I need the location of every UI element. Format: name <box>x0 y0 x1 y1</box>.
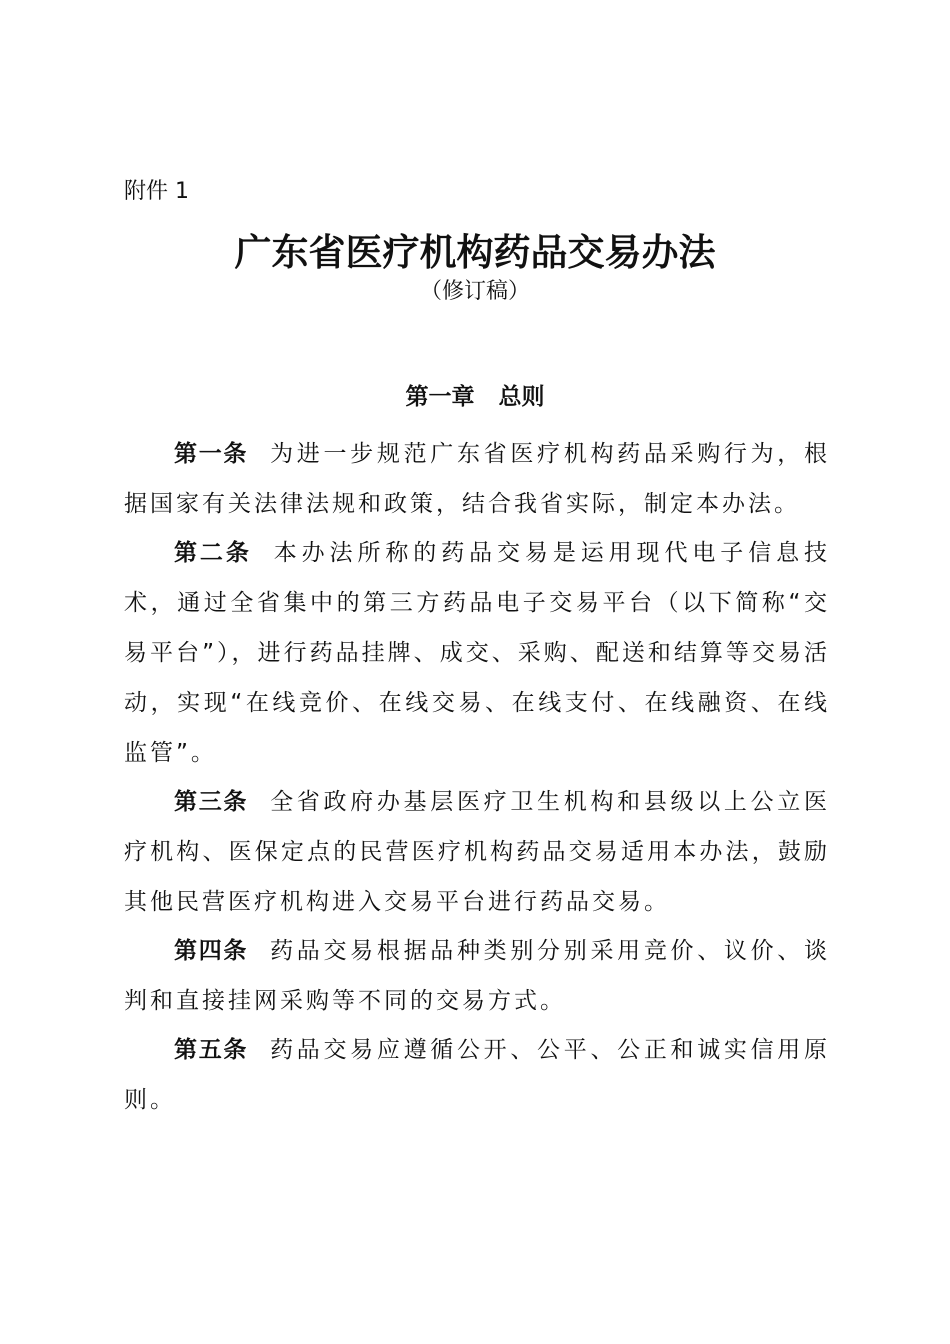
article-number: 第五条 <box>174 1037 249 1063</box>
article-3 <box>124 777 830 927</box>
article-number: 第二条 <box>174 540 252 566</box>
article-number: 第三条 <box>174 789 249 815</box>
article-text: 为进一步规范广东省医疗机构药品采购行为，根据国家有关法律法规和政策，结合我省实际，制定本办法。 <box>124 441 831 517</box>
article-text: 本办法所称的药品交易是运用现代电子信息技术，通过全省集中的第三方药品电子交易平台（以下简称“交易平台”），进行药品挂牌、成交、采购、配送和结算等交易活动，实现“在线竞价、在线交易、在线支付、在线融资、在线监管”。 <box>124 540 831 766</box>
article-number: 第四条 <box>174 938 249 964</box>
document-subtitle: （修订稿） <box>419 279 530 304</box>
article-number: 第一条 <box>174 441 249 467</box>
article-5 <box>124 1025 830 1125</box>
attachment-label: 附件 1 <box>124 179 189 204</box>
chapter-name: 总则 <box>498 384 545 410</box>
article-text: 药品交易根据品种类别分别采用竞价、议价、谈判和直接挂网采购等不同的交易方式。 <box>124 938 831 1014</box>
document-title: 广东省医疗机构药品交易办法 <box>234 230 716 274</box>
chapter-number: 第一章 <box>405 384 475 410</box>
article-text: 全省政府办基层医疗卫生机构和县级以上公立医疗机构、医保定点的民营医疗机构药品交易适用本办法，鼓励其他民营医疗机构进入交易平台进行药品交易。 <box>124 789 831 915</box>
article-4 <box>124 926 830 1026</box>
chapter-heading <box>0 380 950 414</box>
article-text: 药品交易应遵循公开、公平、公正和诚实信用原则。 <box>124 1037 831 1113</box>
article-1 <box>124 429 830 529</box>
article-2 <box>124 528 830 778</box>
